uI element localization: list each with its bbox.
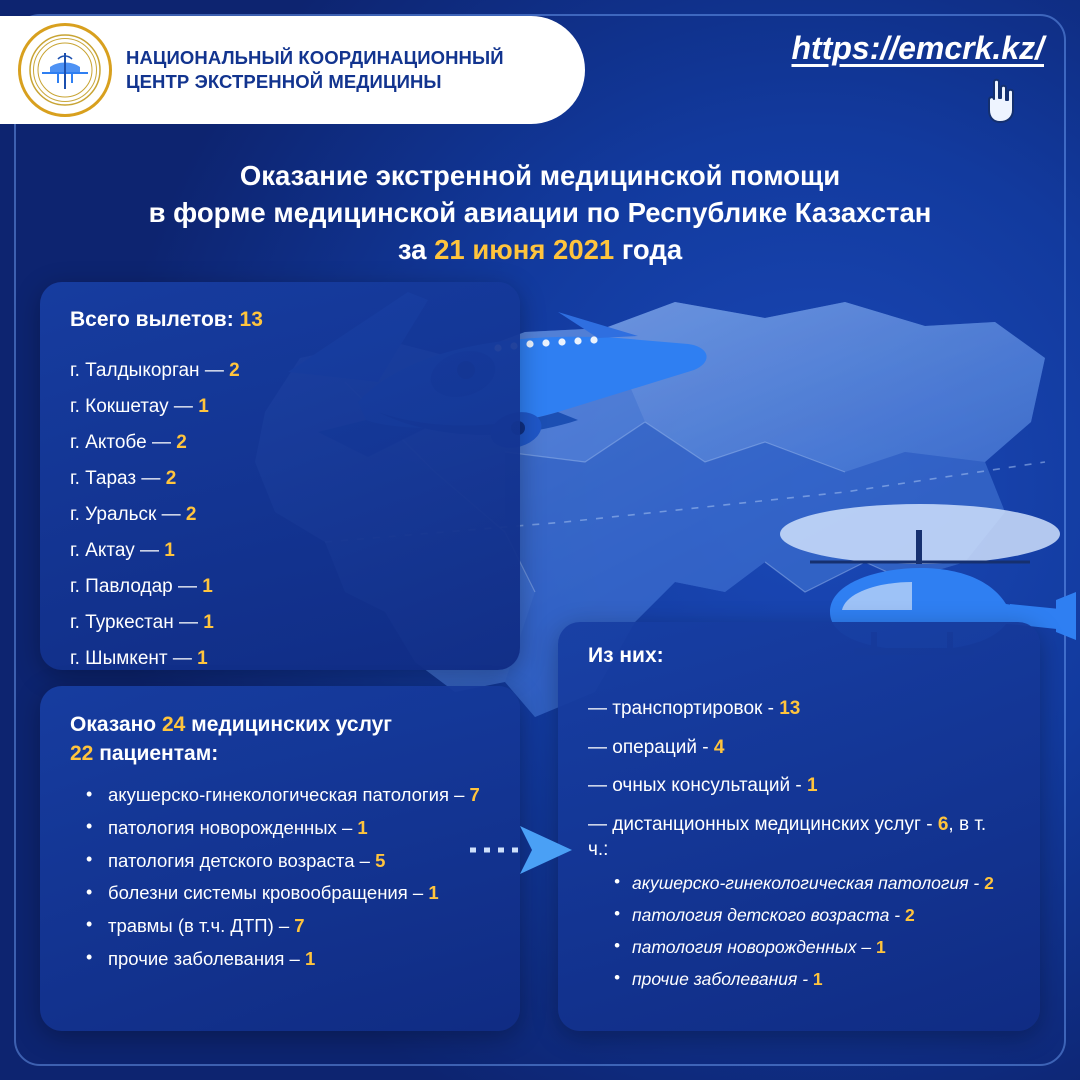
page-title	[0, 158, 1080, 269]
breakdown-suffix: , в т. ч.:	[588, 814, 987, 860]
city-count: 1	[197, 647, 208, 669]
pointing-hand-cursor-icon	[980, 76, 1020, 124]
list-item	[70, 388, 490, 424]
breakdown-label: — очных консультаций -	[588, 775, 807, 797]
list-item	[70, 496, 490, 532]
service-label: болезни системы кровообращения –	[108, 882, 429, 904]
title-prefix: за	[397, 233, 435, 265]
breakdown-count: 13	[779, 698, 801, 719]
total-flights-value: 13	[239, 308, 263, 331]
breakdown-sub-list	[614, 868, 1010, 996]
breakdown-label: — транспортировок -	[588, 698, 780, 719]
service-count: 7	[469, 784, 480, 806]
city-count: 2	[185, 503, 197, 525]
sub-count: 2	[904, 905, 915, 926]
sub-label: прочие заболевания -	[632, 969, 813, 990]
city-count: 2	[229, 359, 240, 381]
title-line-1: Оказание экстренной медицинской помощи	[239, 160, 841, 191]
city-label: г. Шымкент —	[70, 647, 198, 669]
sub-label: патология детского возраста -	[632, 905, 905, 926]
medical-services-card	[40, 686, 520, 1031]
service-count: 1	[357, 816, 368, 838]
organization-name	[126, 46, 504, 95]
breakdown-title: Из них:	[588, 644, 664, 667]
city-count: 1	[203, 611, 214, 633]
sub-label: патология новорожденных –	[632, 937, 876, 958]
city-label: г. Павлодар —	[70, 575, 203, 597]
breakdown-card	[558, 622, 1040, 1031]
header-plate	[0, 16, 585, 124]
list-item	[614, 932, 1010, 964]
services-heading	[70, 710, 490, 769]
website-link[interactable]: https://emcrk.kz/	[791, 30, 1044, 66]
breakdown-count: 1	[806, 775, 818, 797]
breakdown-label: — дистанционных медицинских услуг -	[588, 814, 938, 836]
list-item	[588, 767, 1010, 806]
sub-count: 1	[812, 969, 823, 990]
city-count: 1	[164, 539, 175, 561]
city-count: 1	[198, 395, 209, 417]
breakdown-label: — операций -	[588, 736, 714, 758]
breakdown-count: 6	[937, 814, 949, 836]
sub-count: 2	[984, 873, 994, 894]
services-head-c: пациентам:	[93, 742, 219, 766]
list-item	[78, 811, 490, 844]
list-item	[78, 844, 490, 877]
city-label: г. Талдыкорган —	[70, 359, 230, 381]
services-head-b: медицинских услуг	[185, 713, 393, 736]
breakdown-count: 4	[713, 736, 725, 758]
list-item	[70, 460, 490, 496]
organization-logo	[18, 23, 112, 117]
total-flights-title	[70, 308, 490, 332]
total-flights-label: Всего вылетов:	[70, 308, 240, 331]
list-item	[78, 779, 490, 812]
list-item	[614, 964, 1010, 996]
report-date: 21 июня 2021	[434, 233, 615, 265]
flights-city-list	[70, 352, 490, 676]
city-label: г. Кокшетау —	[70, 395, 199, 417]
sub-count: 1	[875, 937, 886, 958]
sub-label: акушерско-гинекологическая патология -	[632, 873, 985, 894]
city-count: 2	[165, 467, 177, 489]
list-item	[70, 352, 490, 388]
list-item	[78, 877, 490, 910]
org-name-line2: ЦЕНТР ЭКСТРЕННОЙ МЕДИЦИНЫ	[126, 71, 442, 92]
list-item	[70, 604, 490, 640]
city-label: г. Уральск —	[70, 503, 186, 525]
city-count: 2	[176, 431, 187, 453]
list-item	[78, 909, 490, 942]
list-item	[614, 868, 1010, 900]
list-item	[70, 424, 490, 460]
service-label: акушерско-гинекологическая патология –	[108, 784, 470, 806]
title-suffix: года	[614, 233, 683, 265]
service-count: 5	[375, 849, 386, 871]
total-flights-card	[40, 282, 520, 670]
city-label: г. Актобе —	[70, 431, 177, 453]
services-list	[78, 779, 490, 975]
services-head-a: Оказано	[70, 713, 162, 736]
service-count: 1	[428, 882, 439, 904]
service-label: патология новорожденных –	[108, 816, 358, 838]
list-item	[588, 806, 1010, 1003]
city-count: 1	[202, 575, 213, 597]
org-name-line1: НАЦИОНАЛЬНЫЙ КООРДИНАЦИОННЫЙ	[126, 46, 504, 68]
breakdown-list	[588, 690, 1010, 1003]
connector-arrow-icon	[468, 824, 578, 876]
service-label: патология детского возраста –	[108, 849, 376, 871]
list-item	[614, 900, 1010, 932]
service-label: прочие заболевания –	[108, 947, 305, 969]
service-count: 1	[304, 947, 316, 969]
list-item	[588, 690, 1010, 729]
title-line-3	[28, 232, 1052, 269]
patients-count: 22	[70, 742, 94, 766]
service-count: 7	[294, 914, 305, 936]
list-item	[70, 568, 490, 604]
services-count: 24	[161, 713, 186, 736]
city-label: г. Тараз —	[70, 467, 166, 489]
service-label: травмы (в т.ч. ДТП) –	[108, 914, 295, 936]
list-item	[70, 532, 490, 568]
title-line-2: в форме медицинской авиации по Республике Казахстан	[148, 196, 932, 228]
city-label: г. Актау —	[70, 539, 165, 561]
city-label: г. Туркестан —	[70, 611, 204, 633]
list-item	[78, 942, 490, 975]
list-item	[588, 729, 1010, 768]
list-item	[70, 640, 490, 676]
